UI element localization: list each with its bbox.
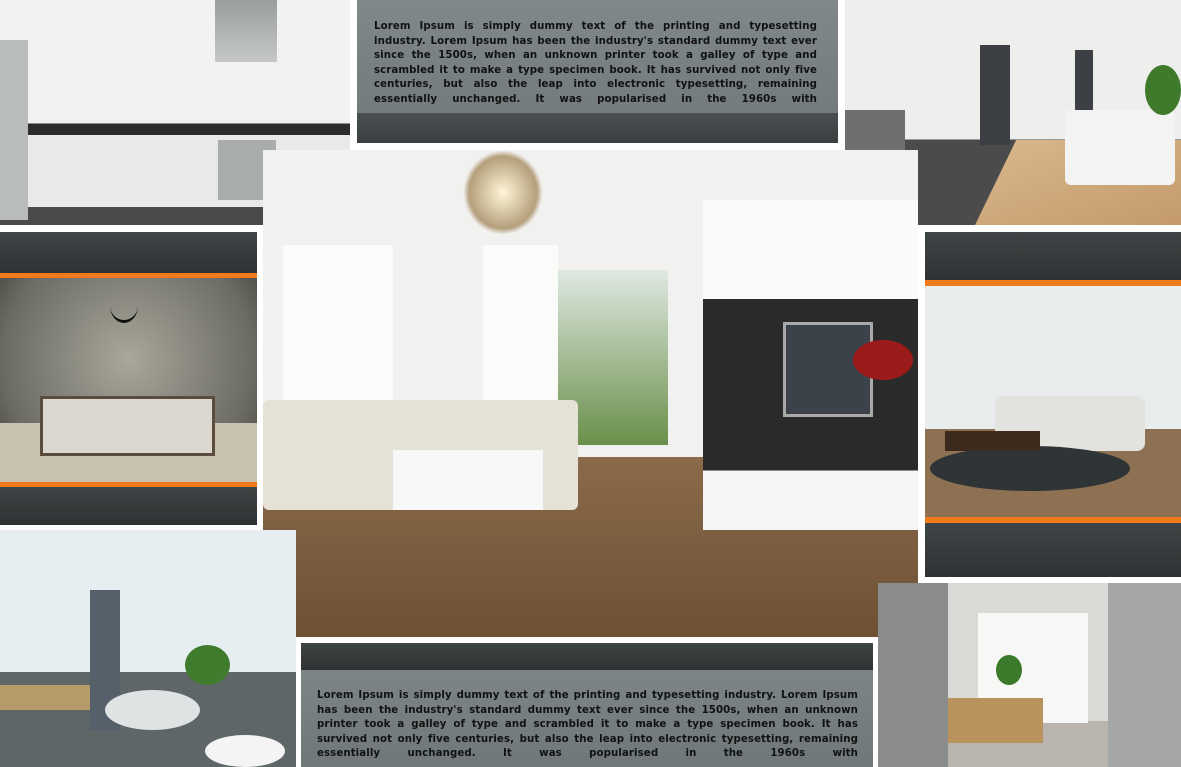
lounge-panel-top (925, 232, 1181, 280)
lounge-panel-bottom (925, 523, 1181, 577)
lounge-photo (925, 286, 1181, 517)
lounge-panel (925, 232, 1181, 577)
bottom-text-panel (301, 643, 873, 767)
bottom-panel-strip (301, 643, 873, 670)
bathroom-photo (878, 583, 1181, 767)
bedroom-photo (0, 278, 257, 482)
bedroom-panel-bottom (0, 487, 257, 525)
bottom-paragraph: Lorem Ipsum is simply dummy text of the printing and typesetting industry. Lorem Ipsum has been the industry's standard dummy text ever since the 1500s, when an unknown printer took a galley of type and scrambled it to make a type specimen book. It has survived not only five centuries, but also the leap into electronic typesetting, remaining essentially unchanged. It was popularised in the 1960s with (317, 690, 858, 759)
living-room-photo (263, 150, 918, 637)
top-panel-strip (357, 113, 838, 143)
bedroom-panel (0, 232, 257, 525)
top-text-panel (357, 0, 838, 143)
attic-bathroom-photo (0, 530, 296, 767)
top-paragraph: Lorem Ipsum is simply dummy text of the printing and typesetting industry. Lorem Ipsum has been the industry's standard dummy text ever since the 1500s, when an unknown printer took a galley of type and scrambled it to make a type specimen book. It has survived not only five centuries, but also the leap into electronic typesetting, remaining essentially unchanged. It was popularised in the 1960s with (374, 21, 817, 105)
bedroom-panel-top (0, 232, 257, 273)
